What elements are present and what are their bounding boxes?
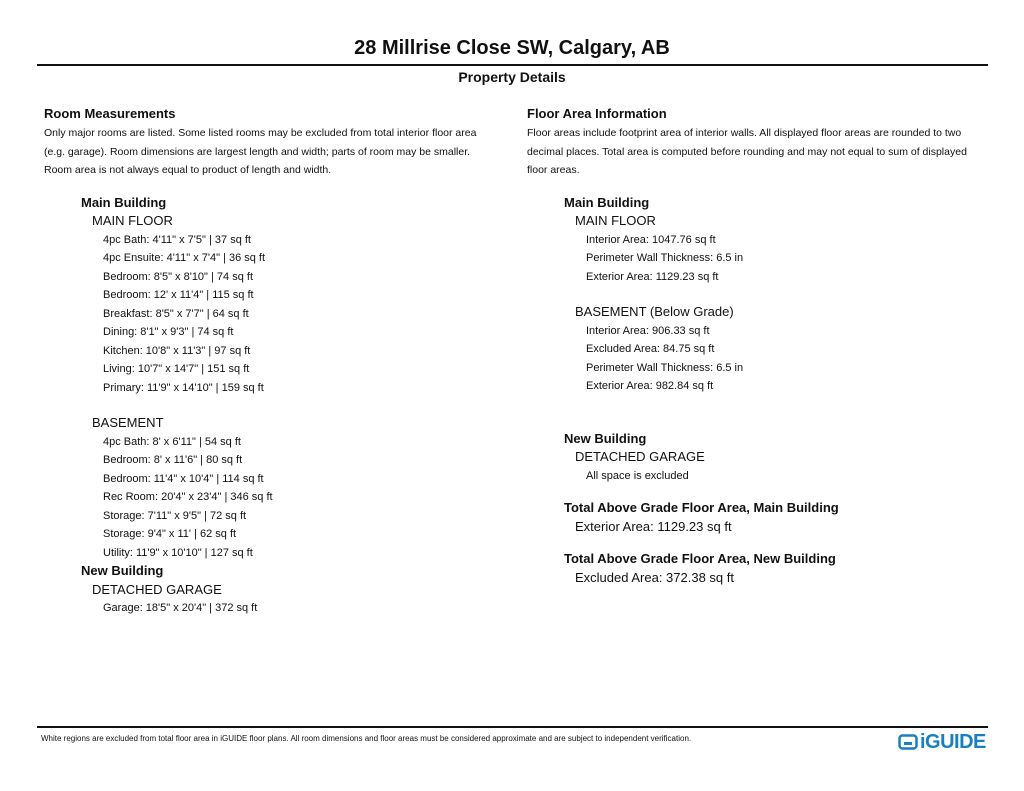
- area-item: Perimeter Wall Thickness: 6.5 in: [586, 252, 744, 264]
- floor-name: BASEMENT: [92, 415, 164, 430]
- room-item: 4pc Ensuite: 4'11" x 7'4" | 36 sq ft: [103, 252, 266, 264]
- area-item: Excluded Area: 84.75 sq ft: [586, 343, 715, 355]
- footer-divider: [37, 726, 988, 728]
- logo-text: iGUIDE: [920, 730, 986, 753]
- building-name: New Building: [564, 430, 647, 446]
- section-title: Floor Area Information: [527, 106, 667, 121]
- room-item: Garage: 18'5" x 20'4" | 372 sq ft: [103, 602, 258, 614]
- room-item: Bedroom: 8'5" x 8'10" | 74 sq ft: [103, 270, 254, 283]
- room-item: 4pc Bath: 8' x 6'11" | 54 sq ft: [103, 435, 241, 448]
- floor-name: MAIN FLOOR: [575, 213, 656, 228]
- area-item: Exterior Area: 982.84 sq ft: [586, 380, 714, 392]
- section-note: (e.g. garage). Room dimensions are largest length and width; parts of room may be smaller.: [44, 145, 471, 158]
- floor-area-section: [527, 104, 997, 587]
- building-name: Main Building: [564, 194, 650, 210]
- room-item: 4pc Bath: 4'11" x 7'5" | 37 sq ft: [103, 233, 251, 246]
- section-note: Only major rooms are listed. Some listed rooms may be excluded from total interior floor area: [44, 127, 477, 139]
- floor-name: DETACHED GARAGE: [92, 581, 222, 597]
- page-subtitle: Property Details: [458, 69, 566, 85]
- section-note: floor areas.: [527, 164, 580, 176]
- room-item: Rec Room: 20'4" x 23'4" | 346 sq ft: [103, 491, 273, 503]
- room-item: Storage: 9'4" x 11' | 62 sq ft: [103, 528, 237, 540]
- header-divider: [37, 64, 988, 66]
- section-note: Room area is not always equal to product of length and width.: [44, 164, 332, 176]
- iguide-logo: [898, 730, 986, 754]
- room-item: Kitchen: 10'8" x 11'3" | 97 sq ft: [103, 344, 251, 357]
- total-value: Excluded Area: 372.38 sq ft: [575, 569, 734, 585]
- room-item: Living: 10'7" x 14'7" | 151 sq ft: [103, 363, 250, 375]
- total-title: Total Above Grade Floor Area, Main Building: [564, 500, 839, 515]
- room-item: Bedroom: 11'4" x 10'4" | 114 sq ft: [103, 472, 264, 485]
- footer-disclaimer: White regions are excluded from total floor area in iGUIDE floor plans. All room dimensions and floor areas must be considered approximate and are subject to independent verification.: [41, 734, 692, 743]
- section-title: Room Measurements: [44, 106, 176, 121]
- room-item: Bedroom: 8' x 11'6" | 80 sq ft: [103, 454, 243, 466]
- total-title: Total Above Grade Floor Area, New Building: [564, 551, 836, 566]
- room-item: Breakfast: 8'5" x 7'7" | 64 sq ft: [103, 307, 249, 320]
- room-item: Storage: 7'11" x 9'5" | 72 sq ft: [103, 509, 247, 522]
- room-item: Utility: 11'9" x 10'10" | 127 sq ft: [103, 546, 253, 559]
- floor-name: BASEMENT (Below Grade): [575, 304, 734, 319]
- area-item: All space is excluded: [586, 469, 689, 482]
- room-item: Primary: 11'9" x 14'10" | 159 sq ft: [103, 381, 264, 394]
- section-note: Floor areas include footprint area of interior walls. All displayed floor areas are rounded to two: [527, 127, 962, 139]
- room-measurements-section: [44, 104, 514, 618]
- floor-name: DETACHED GARAGE: [575, 449, 705, 464]
- area-item: Interior Area: 1047.76 sq ft: [586, 233, 716, 246]
- floor-name: MAIN FLOOR: [92, 213, 173, 228]
- area-item: Interior Area: 906.33 sq ft: [586, 324, 710, 337]
- area-item: Perimeter Wall Thickness: 6.5 in: [586, 361, 744, 374]
- room-item: Dining: 8'1" x 9'3" | 74 sq ft: [103, 326, 234, 338]
- building-name: Main Building: [81, 194, 167, 210]
- room-item: Bedroom: 12' x 11'4" | 115 sq ft: [103, 289, 254, 301]
- area-item: Exterior Area: 1129.23 sq ft: [586, 270, 719, 283]
- page-title: 28 Millrise Close SW, Calgary, AB: [354, 37, 670, 59]
- total-value: Exterior Area: 1129.23 sq ft: [575, 518, 732, 534]
- building-name: New Building: [81, 563, 164, 578]
- section-note: decimal places. Total area is computed before rounding and may not equal to sum of displayed: [527, 145, 967, 158]
- iguide-logo-icon: [898, 733, 918, 751]
